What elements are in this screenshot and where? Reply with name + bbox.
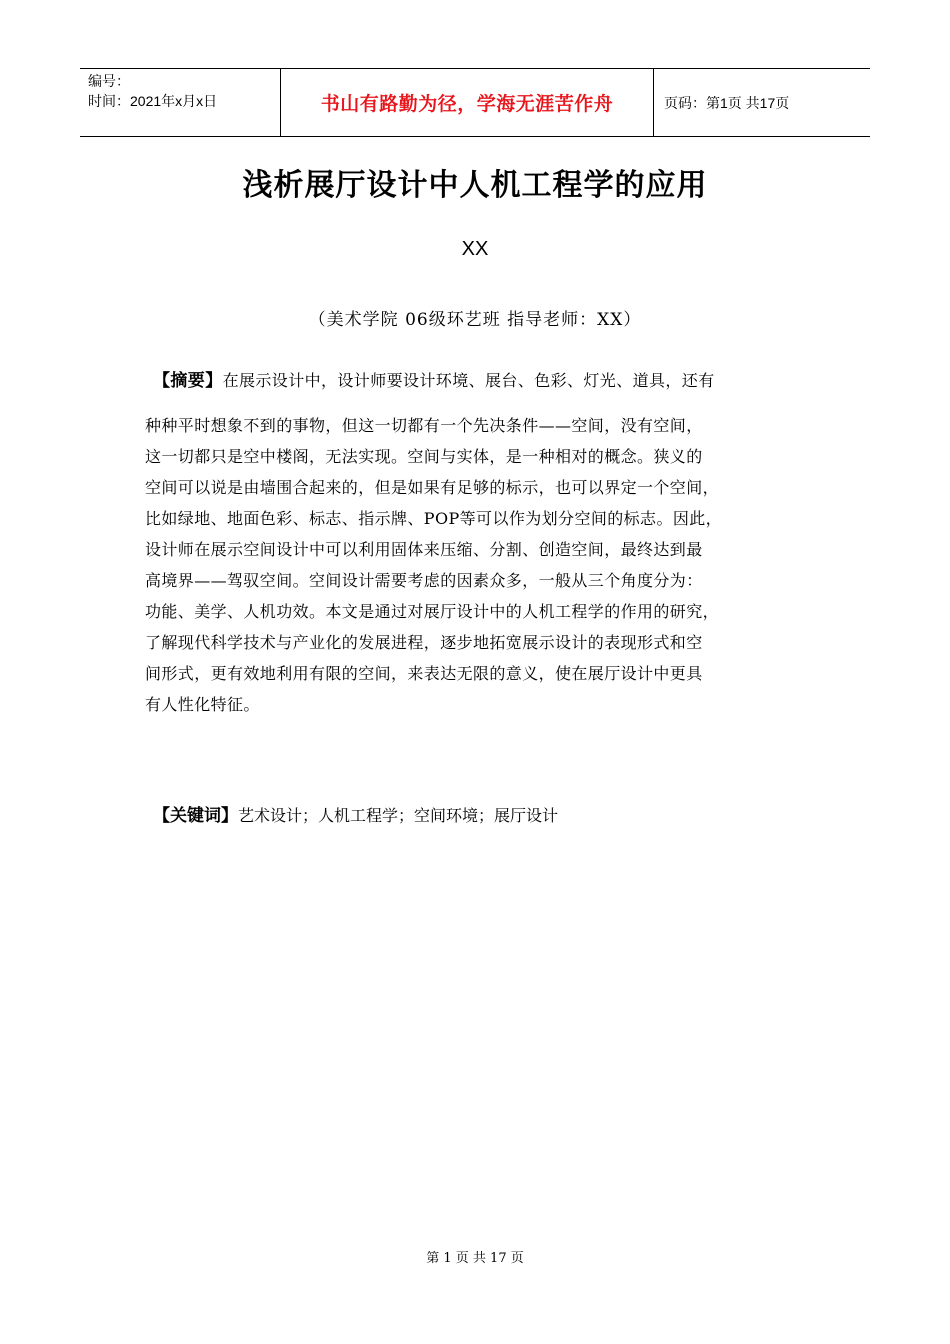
keywords-label: 【关键词】 [153, 806, 238, 826]
abstract-section [145, 366, 825, 720]
abstract-line: 设计师在展示空间设计中可以利用固体来压缩、分割、创造空间，最终达到最 [145, 540, 703, 559]
keywords-text: 艺术设计；人机工程学；空间环境；展厅设计 [238, 806, 559, 825]
abstract-text: 在展示设计中，设计师要设计环境、展台、色彩、灯光、道具，还有 [222, 371, 715, 390]
document-date: 时间：2021年x月x日 [88, 93, 218, 109]
keywords-section [153, 802, 558, 830]
author: XX [461, 238, 489, 260]
header-page-info: 页码：第1页 共17页 [664, 94, 790, 111]
affiliation: （美术学院 06级环艺班 指导老师：XX） [308, 310, 642, 330]
abstract-line: 高境界——驾驭空间。空间设计需要考虑的因素众多，一般从三个角度分为： [145, 571, 703, 590]
header-motto: 书山有路勤为径，学海无涯苦作舟 [280, 69, 654, 136]
document-number: 编号： [88, 73, 130, 89]
abstract-line: 了解现代科学技术与产业化的发展进程，逐步地拓宽展示设计的表现形式和空 [145, 633, 703, 652]
abstract-line: 种种平时想象不到的事物，但这一切都有一个先决条件——空间，没有空间， [145, 416, 703, 435]
page-header [80, 68, 870, 137]
abstract-line: 有人性化特征。 [145, 695, 260, 714]
header-meta [80, 69, 280, 136]
abstract-line: 比如绿地、地面色彩、标志、指示牌、POP等可以作为划分空间的标志。因此， [145, 509, 723, 528]
abstract-body [145, 410, 825, 720]
abstract-line: 功能、美学、人机功效。本文是通过对展厅设计中的人机工程学的作用的研究， [145, 602, 720, 621]
abstract-label: 【摘要】 [153, 371, 223, 391]
abstract-line: 空间可以说是由墙围合起来的，但是如果有足够的标示，也可以界定一个空间， [145, 478, 720, 497]
abstract-first-line [145, 366, 825, 396]
abstract-line: 这一切都只是空中楼阁，无法实现。空间与实体，是一种相对的概念。狭义的 [145, 447, 703, 466]
abstract-line: 间形式，更有效地利用有限的空间，来表达无限的意义，使在展厅设计中更具 [145, 664, 703, 683]
document-title: 浅析展厅设计中人机工程学的应用 [242, 168, 708, 203]
page-footer: 第 1 页 共 17 页 [426, 1251, 524, 1266]
